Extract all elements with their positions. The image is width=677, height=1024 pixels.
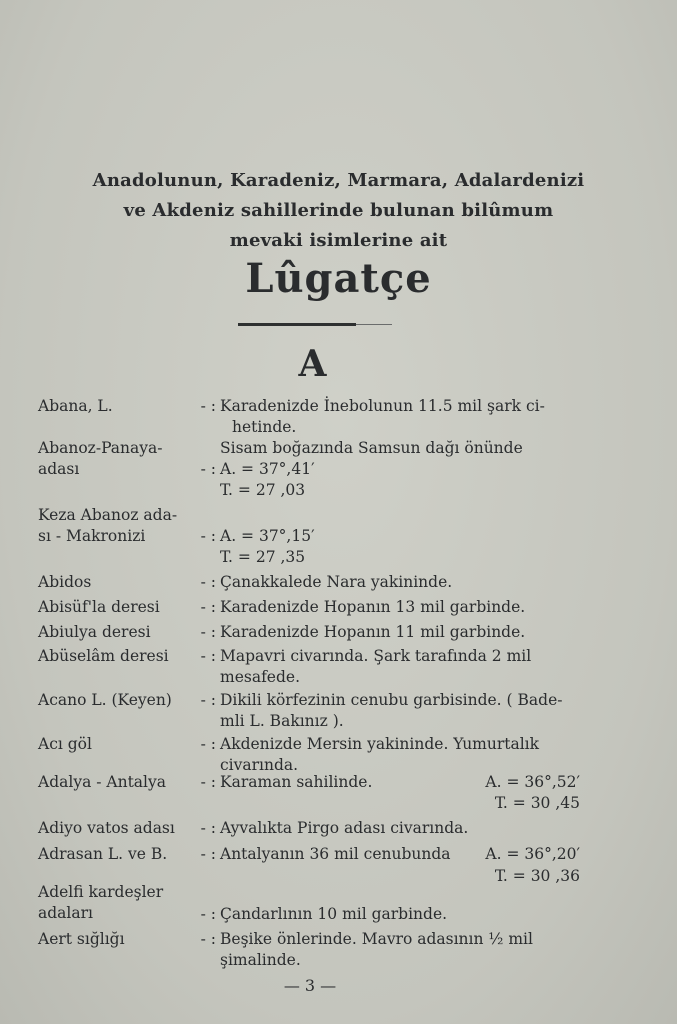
entry-separator: - : — [200, 647, 216, 665]
term-line: Abanoz-Panaya- — [38, 439, 163, 457]
entry-definition — [220, 646, 598, 688]
entry-separator: - : — [200, 573, 216, 591]
definition-line: Karadenizde Hopanın 11 mil garbinde. — [220, 623, 526, 641]
entry-separator: - : — [200, 691, 216, 709]
term-line: adası — [38, 460, 80, 478]
coordinate-longitude: T. = 27 ,35 — [220, 548, 306, 566]
page-title: Lûgatçe — [245, 255, 432, 302]
term-line: Keza Abanoz ada- — [38, 506, 178, 524]
heading-line-1: Anadolunun, Karadeniz, Marmara, Adalardenizi — [92, 170, 585, 191]
entry-separator: - : — [200, 460, 216, 478]
definition-line: Ayvalıkta Pirgo adası civarında. — [220, 819, 469, 837]
entry-definition — [220, 396, 598, 438]
entry-term — [38, 882, 188, 924]
definition-line: Karadenizde Hopanın 13 mil garbinde. — [220, 598, 526, 616]
definition-line: şimalinde. — [220, 951, 301, 969]
definition-line: Antalyanın 36 mil cenubunda — [220, 845, 451, 863]
entry-term: Adiyo vatos adası — [38, 819, 175, 837]
entry-separator: - : — [200, 845, 216, 863]
page-number: — 3 — — [283, 976, 337, 995]
entry-separator: - : — [200, 905, 216, 923]
definition-line: mesafede. — [220, 668, 300, 686]
coordinate-latitude: A. = 36°,20′ — [485, 845, 580, 863]
title-rule-thin — [356, 324, 392, 325]
entry-definition — [220, 818, 598, 839]
coordinate-latitude: A. = 36°,52′ — [485, 773, 580, 791]
entry-definition — [220, 904, 598, 925]
entry-separator: - : — [200, 930, 216, 948]
entry-term — [38, 505, 188, 547]
entry-separator: - : — [200, 623, 216, 641]
entry-separator: - : — [200, 735, 216, 753]
definition-line: civarında. — [220, 756, 299, 774]
entry-definition — [220, 622, 598, 643]
coordinate-longitude: T. = 27 ,03 — [220, 481, 306, 499]
heading-line-2: ve Akdeniz sahillerinde bulunan bilûmum — [123, 200, 554, 221]
coordinate-longitude: T. = 30 ,36 — [494, 867, 580, 885]
entry-definition — [220, 929, 598, 971]
definition-line: Sisam boğazında Samsun dağı önünde — [220, 439, 523, 457]
entry-term: Aert sığlığı — [38, 930, 125, 948]
entry-separator: - : — [200, 819, 216, 837]
entry-definition — [220, 572, 598, 593]
entry-separator: - : — [200, 527, 216, 545]
entry-term: Acano L. (Keyen) — [38, 691, 172, 709]
coordinate-latitude: A. = 37°,15′ — [220, 527, 315, 545]
entry-term: Abüselâm deresi — [38, 647, 169, 665]
entry-term: Acı göl — [38, 735, 92, 753]
entry-term: Adrasan L. ve B. — [38, 845, 168, 863]
definition-line: Mapavri civarında. Şark tarafında 2 mil — [220, 647, 532, 665]
entry-term: Abana, L. — [38, 397, 113, 415]
definition-line: hetinde. — [232, 418, 297, 436]
definition-line: mli L. Bakınız ). — [220, 712, 344, 730]
entry-definition — [220, 690, 598, 732]
definition-line: Akdenizde Mersin yakininde. Yumurtalık — [220, 735, 540, 753]
term-line: adaları — [38, 904, 93, 922]
entry-separator: - : — [200, 397, 216, 415]
coordinate-latitude: A. = 37°,41′ — [220, 460, 315, 478]
entry-definition — [220, 597, 598, 618]
definition-line: Karadenizde İnebolunun 11.5 mil şark ci- — [220, 397, 545, 415]
section-letter: A — [298, 343, 327, 385]
definition-line: Beşike önlerinde. Mavro adasının ½ mil — [220, 930, 533, 948]
entry-definition — [220, 734, 598, 776]
heading-line-3: mevaki isimlerine ait — [229, 230, 448, 251]
entry-separator: - : — [200, 598, 216, 616]
entry-term: Abisüf'la deresi — [38, 598, 160, 616]
definition-line: Çandarlının 10 mil garbinde. — [220, 905, 448, 923]
term-line: sı - Makronizi — [38, 527, 146, 545]
entry-separator: - : — [200, 773, 216, 791]
definition-line: Çanakkalede Nara yakininde. — [220, 573, 453, 591]
entry-term: Abiulya deresi — [38, 623, 151, 641]
entry-term: Abidos — [38, 573, 92, 591]
term-line: Adelfi kardeşler — [38, 883, 164, 901]
definition-line: Dikili körfezinin cenubu garbisinde. ( Bade- — [220, 691, 563, 709]
entry-definition — [220, 438, 598, 501]
coordinate-longitude: T. = 30 ,45 — [494, 794, 580, 812]
page-heading — [40, 166, 637, 256]
entry-term: Adalya - Antalya — [38, 773, 167, 791]
entry-definition — [220, 844, 598, 885]
entry-definition — [220, 772, 598, 812]
entry-definition — [220, 526, 598, 568]
entry-term — [38, 438, 188, 480]
title-rule — [238, 323, 356, 326]
definition-line: Karaman sahilinde. — [220, 773, 373, 791]
